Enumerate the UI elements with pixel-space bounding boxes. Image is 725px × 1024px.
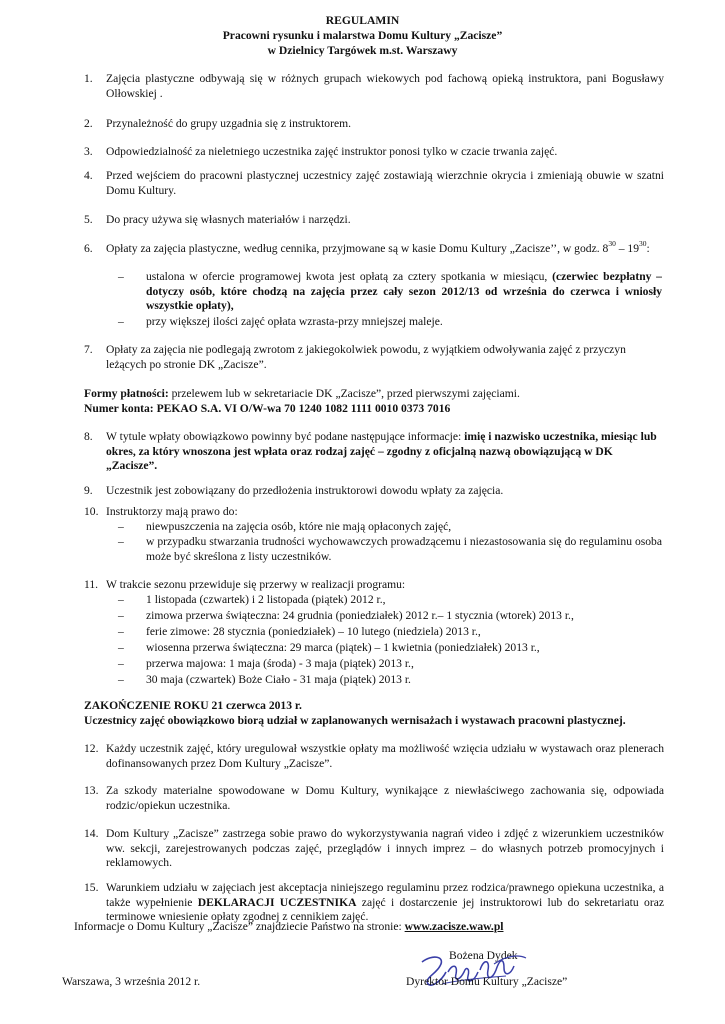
sub-item-text: ustalona w ofercie programowej kwota jest opłatą za cztery spotkania w miesiącu, (czerwiec bezpłatny – dotyczy osób, które chodzą na zajęcia przez cały sezon 2012/13 od września do czerwca i wniosły wszystkie opłaty), bbox=[146, 270, 662, 313]
item-number: 15. bbox=[84, 881, 99, 894]
item-number: 1. bbox=[84, 72, 93, 85]
item-number: 14. bbox=[84, 827, 99, 840]
item-text: Przynależność do grupy uzgadnia się z instruktorem. bbox=[106, 117, 352, 130]
item-number: 12. bbox=[84, 742, 99, 755]
dash-bullet: – bbox=[118, 593, 124, 606]
dash-bullet: – bbox=[118, 535, 124, 548]
document-page: REGULAMIN Pracowni rysunku i malarstwa Domu Kultury „Zacisze” w Dzielnicy Targówek m.st. Warszawy 1. Zajęcia plastyczne odbywają się w różnych grupach wiekowych pod fachową opieką instruktora, pani Bogusławy Olłowskiej . 2. Przynależność do grupy uzgadnia się z instruktorem. 3. Odpowiedzialność za nieletniego uczestnika zajęć instruktor ponosi tylko w czacie trwania zajęć. 4. Przed wejściem do pracowni plastycznej uczestnicy zajęć zostawiają wierzchnie okrycia i zmieniają obuwie w szatni Domu Kultury. 5. Do pracy używa się własnych materiałów i narzędzi. 6. Opłaty za zajęcia plastyczne, według cennika, przyjmowane są w kasie Domu Kultury „Zacisze’’, w godz. $8^{30} - 19^{30}$: – ustalona w ofercie programowej kwota jest opłatą za cztery spotkania w miesiącu, (czerwiec bezpłatny – dotyczy osób, które chodzą na zajęcia przez cały sezon 2012/13 od września do czerwca i wniosły wszystkie opłaty), – przy większej ilości zajęć opłata wzrasta-przy mniejszej maleje. 7. Opłaty za zajęcia nie podlegają zwrotom z jakiegokolwiek powodu, z wyjątkiem odwoływania zajęć z przyczyn leżących po stronie DK „Zacisze”. Formy płatności: przelewem lub w sekretariacie DK „Zacisze”, przed pierwszymi zajęciami. Numer konta: PEKAO S.A. VI O/W-wa 70 1240 1082 1111 0010 0373 7016 8. W tytule wpłaty obowiązkowo powinny być podane następujące informacje: imię i nazwisko uczestnika, miesiąc lub okres, za który wnoszona jest wpłata oraz rodzaj zajęć – zgodny z oficjalną nazwą obowiązującą w DK „Zacisze”. 9. Uczestnik jest zobowiązany do przedłożenia instruktorowi dowodu wpłaty za zajęcia. 10. Instruktorzy mają prawo do: – niewpuszczenia na zajęcia osób, które nie mają opłaconych zajęć, – w przypadku stwarzania trudności wychowawczych prowadzącemu i niezastosowania się do regulaminu osoba może być skreślona z listy uczestników. 11. W trakcie sezonu przewiduje się przerwy w realizacji programu: – 1 listopada (czwartek) i 2 listopada (piątek) 2012 r., – zimowa przerwa świąteczna: 24 grudnia (poniedziałek) 2012 r.– 1 stycznia (wtorek) 2013 r., – ferie zimowe: 28 stycznia (poniedziałek) – 10 lutego (niedziela) 2013 r., – wiosenna przerwa świąteczna: 29 marca (piątek) – 1 kwietnia (poniedziałek) 2013 r., – przerwa majowa: 1 maja (środa) - 3 maja (piątek) 2013 r., – 30 maja (czwartek) Boże Ciało - 31 maja (piątek) 2013 r. ZAKOŃCZENIE ROKU 21 czerwca 2013 r. Uczestnicy zajęć obowiązkowo biorą udział w zaplanowanych wernisażach i wystawach pracowni plastycznej. 12. Każdy uczestnik zajęć, który uregulował wszystkie opłaty ma możliwość wzięcia udziału w wystawach oraz plenerach dofinansowanych przez Dom Kultury „Zacisze”. 13. Za szkody materialne spowodowane w Domu Kultury, wynikające z niewłaściwego zachowania się, odpowiada rodzic/opiekun uczestnika. 14. Dom Kultury „Zacisze” zastrzega sobie prawo do wykorzystywania nagrań video i zdjęć z wizerunkiem uczestników ww. sekcji, zarejestrowanych podczas zajęć, przeglądów i innych imprez – do własnych potrzeb promocyjnych i reklamowych. 15. Warunkiem udziału w zajęciach jest akceptacja niniejszego regulaminu przez rodzica/prawnego opiekuna uczestnika, a także wypełnienie DEKLARACJI UCZESTNIKA zajęć i dostarczenie jej instruktorowi lub do sekretariatu oraz terminowe wniesienie opłaty zgodnej z cennikiem zajęć. Informacje o Domu Kultury „Zacisze” znajdziecie Państwo na stronie: www.zacisze.waw.pl Bożena Dydek Warszawa, 3 września 2012 r. Dyrektor Domu Kultury „Zacisze” bbox=[0, 0, 725, 1024]
item-text: Warunkiem udziału w zajęciach jest akceptacja niniejszego regulaminu przez rodzica/prawnego opiekuna uczestnika, a także wypełnienie DEKLARACJI UCZESTNIKA zajęć i dostarczenie jej instruktorowi lub do sekretariatu oraz terminowe wniesienie opłaty zgodnej z cennikiem zajęć. bbox=[106, 881, 664, 924]
item-number: 6. bbox=[84, 242, 93, 255]
dash-bullet: – bbox=[118, 625, 124, 638]
item-number: 11. bbox=[84, 578, 99, 591]
item-text: Uczestnik jest zobowiązany do przedłożenia instruktorowi dowodu wpłaty za zajęcia. bbox=[106, 484, 504, 497]
dash-bullet: – bbox=[118, 520, 124, 533]
season-end-heading: ZAKOŃCZENIE ROKU 21 czerwca 2013 r. bbox=[84, 699, 302, 712]
item-text: Instruktorzy mają prawo do: bbox=[106, 505, 238, 518]
item-number: 9. bbox=[84, 484, 93, 497]
info-line: Informacje o Domu Kultury „Zacisze” znajdziecie Państwo na stronie: www.zacisze.waw.pl bbox=[74, 920, 504, 933]
item-text: W trakcie sezonu przewiduje się przerwy w realizacji programu: bbox=[106, 578, 406, 591]
item-text: Każdy uczestnik zajęć, który uregulował wszystkie opłaty ma możliwość wzięcia udziału w wystawach oraz plenerach dofinansowanych przez Dom Kultury „Zacisze”. bbox=[106, 742, 664, 770]
item-text: Do pracy używa się własnych materiałów i narzędzi. bbox=[106, 213, 351, 226]
payment-methods: Formy płatności: przelewem lub w sekretariacie DK „Zacisze”, przed pierwszymi zajęciami. bbox=[84, 387, 520, 400]
signer-name: Bożena Dydek bbox=[449, 949, 518, 962]
item-number: 2. bbox=[84, 117, 93, 130]
dash-bullet: – bbox=[118, 641, 124, 654]
sub-item-text: niewpuszczenia na zajęcia osób, które nie mają opłaconych zajęć, bbox=[146, 520, 452, 533]
sub-item-text: w przypadku stwarzania trudności wychowawczych prowadzącemu i niezastosowania się do regulaminu osoba może być skreślona z listy uczestników. bbox=[146, 535, 662, 563]
dash-bullet: – bbox=[118, 673, 124, 686]
item-text: W tytule wpłaty obowiązkowo powinny być podane następujące informacje: imię i nazwisko uczestnika, miesiąc lub okres, za który wnoszona jest wpłata oraz rodzaj zajęć – zgodny z oficjalną nazwą obowiązującą w DK „Zacisze”. bbox=[106, 430, 657, 473]
item-text: Przed wejściem do pracowni plastycznej uczestnicy zajęć zostawiają wierzchnie okrycia i zmieniają obuwie w szatni Domu Kultury. bbox=[106, 169, 664, 197]
item-text: Dom Kultury „Zacisze” zastrzega sobie prawo do wykorzystywania nagrań video i zdjęć z wizerunkiem uczestników ww. sekcji, zarejestrowanych podczas zajęć, przeglądów i innych imprez – do własnych potrzeb promocyjnych i reklamowych. bbox=[106, 827, 664, 870]
signer-title: Dyrektor Domu Kultury „Zacisze” bbox=[406, 975, 568, 988]
dash-bullet: – bbox=[118, 270, 124, 283]
item-number: 8. bbox=[84, 430, 93, 443]
document-subtitle-2: w Dzielnicy Targówek m.st. Warszawy bbox=[267, 44, 458, 57]
item-number: 13. bbox=[84, 784, 99, 797]
dash-bullet: – bbox=[118, 315, 124, 328]
item-number: 4. bbox=[84, 169, 93, 182]
item-text: Zajęcia plastyczne odbywają się w różnych grupach wiekowych pod fachową opieką instruktora, pani Bogusławy Olłowskiej . bbox=[106, 72, 664, 100]
place-and-date: Warszawa, 3 września 2012 r. bbox=[62, 975, 201, 988]
item-text: Opłaty za zajęcia nie podlegają zwrotom z jakiegokolwiek powodu, z wyjątkiem odwoływania zajęć z przyczyn leżących po stronie DK „Zacisze”. bbox=[106, 343, 626, 371]
item-text: Opłaty za zajęcia plastyczne, według cennika, przyjmowane są w kasie Domu Kultury „Zacisze’’, w godz. $8^{30} - 19^{30}$: bbox=[106, 239, 650, 255]
item-text: Odpowiedzialność za nieletniego uczestnika zajęć instruktor ponosi tylko w czacie trwania zajęć. bbox=[106, 145, 558, 158]
sub-item-text: przy większej ilości zajęć opłata wzrasta-przy mniejszej maleje. bbox=[146, 315, 443, 328]
item-number: 10. bbox=[84, 505, 99, 518]
season-end-note: Uczestnicy zajęć obowiązkowo biorą udział w zaplanowanych wernisażach i wystawach pracowni plastycznej. bbox=[84, 714, 626, 727]
website-link[interactable]: www.zacisze.waw.pl bbox=[404, 920, 504, 933]
document-title: REGULAMIN bbox=[325, 14, 400, 27]
item-number: 3. bbox=[84, 145, 93, 158]
document-subtitle: Pracowni rysunku i malarstwa Domu Kultury „Zacisze” bbox=[222, 29, 503, 42]
item-number: 5. bbox=[84, 213, 93, 226]
bank-account-number: Numer konta: PEKAO S.A. VI O/W-wa 70 1240 1082 1111 0010 0373 7016 bbox=[84, 402, 451, 415]
item-number: 7. bbox=[84, 343, 93, 356]
dash-bullet: – bbox=[118, 609, 124, 622]
dash-bullet: – bbox=[118, 657, 124, 670]
item-text: Za szkody materialne spowodowane w Domu Kultury, wynikające z niewłaściwego zachowania się, odpowiada rodzic/opiekun uczestnika. bbox=[106, 784, 664, 812]
